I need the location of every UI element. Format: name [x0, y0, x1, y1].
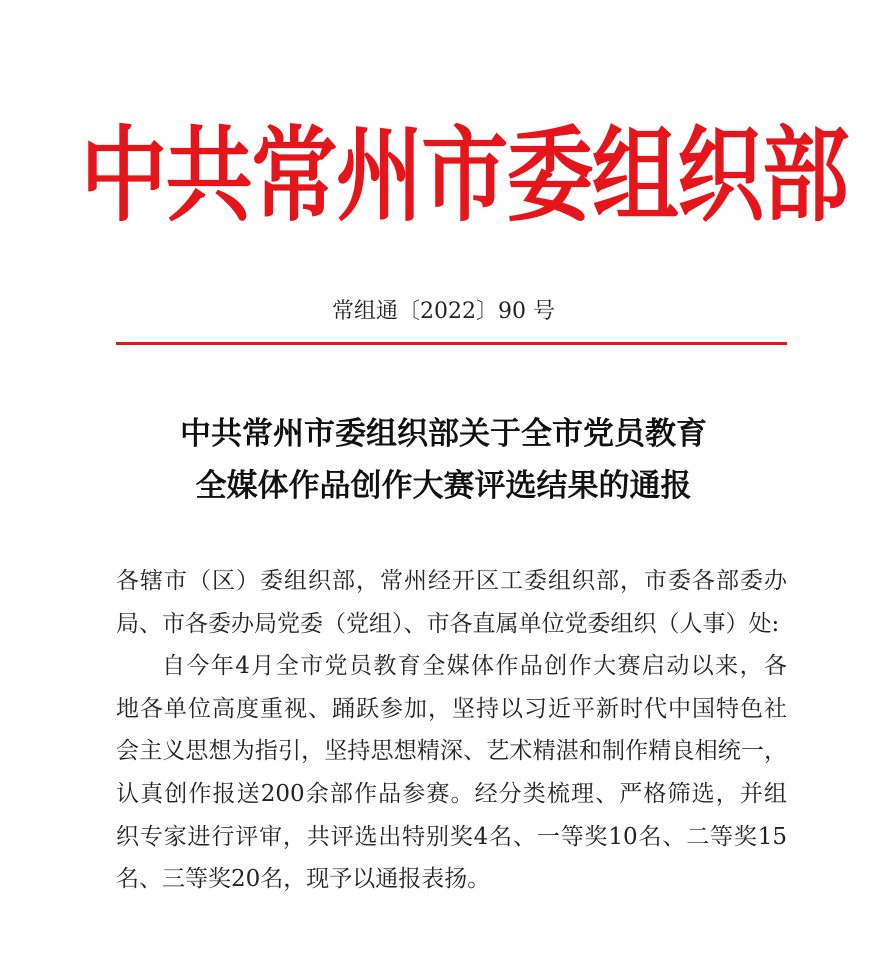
- body-line-paragraph-5: 织专家进行评审，共评选出特别奖4名、一等奖10名、二等奖15: [116, 823, 787, 850]
- issuer-masthead: 中共常州市委组织部: [80, 114, 848, 236]
- document-body: [116, 560, 787, 901]
- body-line-paragraph-6: 名、三等奖20名，现予以通报表扬。: [116, 866, 491, 893]
- red-divider-line: [116, 342, 787, 345]
- body-line-paragraph-2: 地各单位高度重视、踊跃参加，坚持以习近平新时代中国特色社: [116, 695, 787, 722]
- body-line-addressee-1: 各辖市（区）委组织部，常州经开区工委组织部，市委各部委办: [116, 568, 787, 594]
- title-line-2: 全媒体作品创作大赛评选结果的通报: [195, 468, 692, 504]
- document-title: [0, 408, 887, 512]
- body-line-paragraph-3: 会主义思想为指引，坚持思想精深、艺术精湛和制作精良相统一，: [116, 738, 787, 765]
- body-line-addressee-2: 局、市各委办局党委（党组）、市各直属单位党委组织（人事）处:: [116, 610, 780, 637]
- body-line-paragraph-1: 自今年4月全市党员教育全媒体作品创作大赛启动以来，各: [162, 653, 787, 680]
- title-line-1: 中共常州市委组织部关于全市党员教育: [180, 416, 707, 452]
- document-number: 常组通〔2022〕90 号: [332, 299, 555, 324]
- body-line-paragraph-4: 认真创作报送200余部作品参赛。经分类梳理、严格筛选，并组: [116, 780, 787, 807]
